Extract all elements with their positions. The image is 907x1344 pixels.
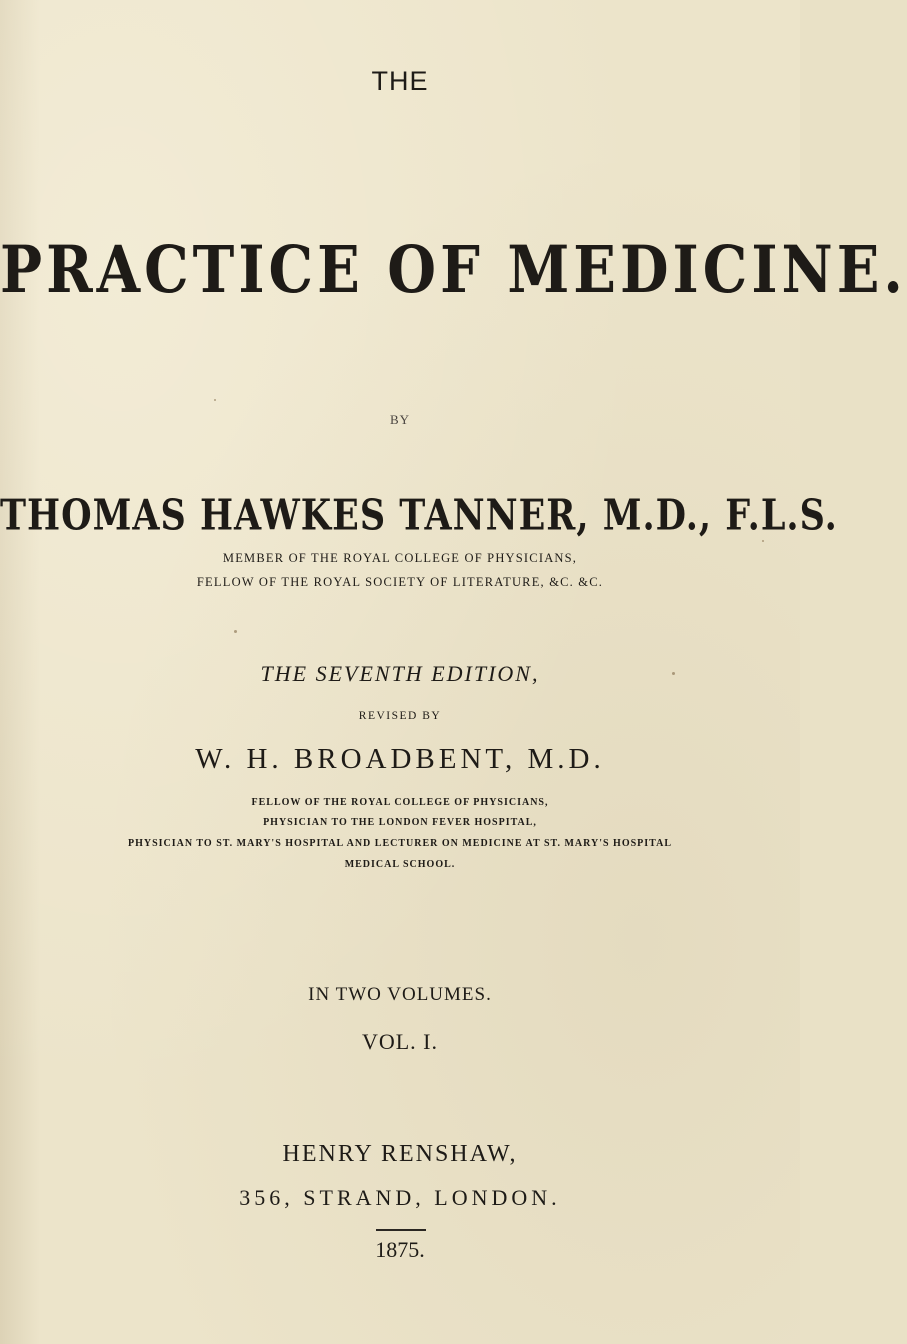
- reviser-credential: PHYSICIAN TO ST. MARY'S HOSPITAL AND LECTURER ON MEDICINE AT ST. MARY'S HOSPITAL: [127, 838, 672, 849]
- book-title: PRACTICE OF MEDICINE.: [0, 232, 907, 308]
- reviser-credential: PHYSICIAN TO THE LONDON FEVER HOSPITAL,: [263, 817, 537, 828]
- title-article: THE: [371, 66, 429, 96]
- paper-fleck: [234, 630, 237, 633]
- author-credential: MEMBER OF THE ROYAL COLLEGE OF PHYSICIANS,: [222, 551, 578, 565]
- edition-statement: THE SEVENTH EDITION,: [260, 661, 540, 686]
- publication-year: 1875.: [375, 1237, 425, 1262]
- reviser-name: W. H. BROADBENT, M.D.: [195, 743, 605, 775]
- paper-fleck: [214, 399, 216, 401]
- publisher-name: HENRY RENSHAW,: [282, 1141, 518, 1167]
- publisher-address: 356, STRAND, LONDON.: [239, 1185, 561, 1210]
- by-line: BY: [389, 412, 411, 427]
- reviser-credential: FELLOW OF THE ROYAL COLLEGE OF PHYSICIANS,: [251, 797, 549, 808]
- volumes-statement: IN TWO VOLUMES.: [308, 984, 492, 1005]
- reviser-credential: MEDICAL SCHOOL.: [344, 859, 456, 870]
- volume-number: VOL. I.: [361, 1029, 439, 1054]
- divider-rule: [376, 1229, 426, 1231]
- paper-fleck: [762, 540, 764, 542]
- author-credential: FELLOW OF THE ROYAL SOCIETY OF LITERATURE, &C. &C.: [196, 575, 604, 589]
- paper-fleck: [672, 672, 675, 675]
- author-name: THOMAS HAWKES TANNER, M.D., F.L.S.: [0, 491, 838, 541]
- revised-by-label: REVISED BY: [358, 710, 442, 722]
